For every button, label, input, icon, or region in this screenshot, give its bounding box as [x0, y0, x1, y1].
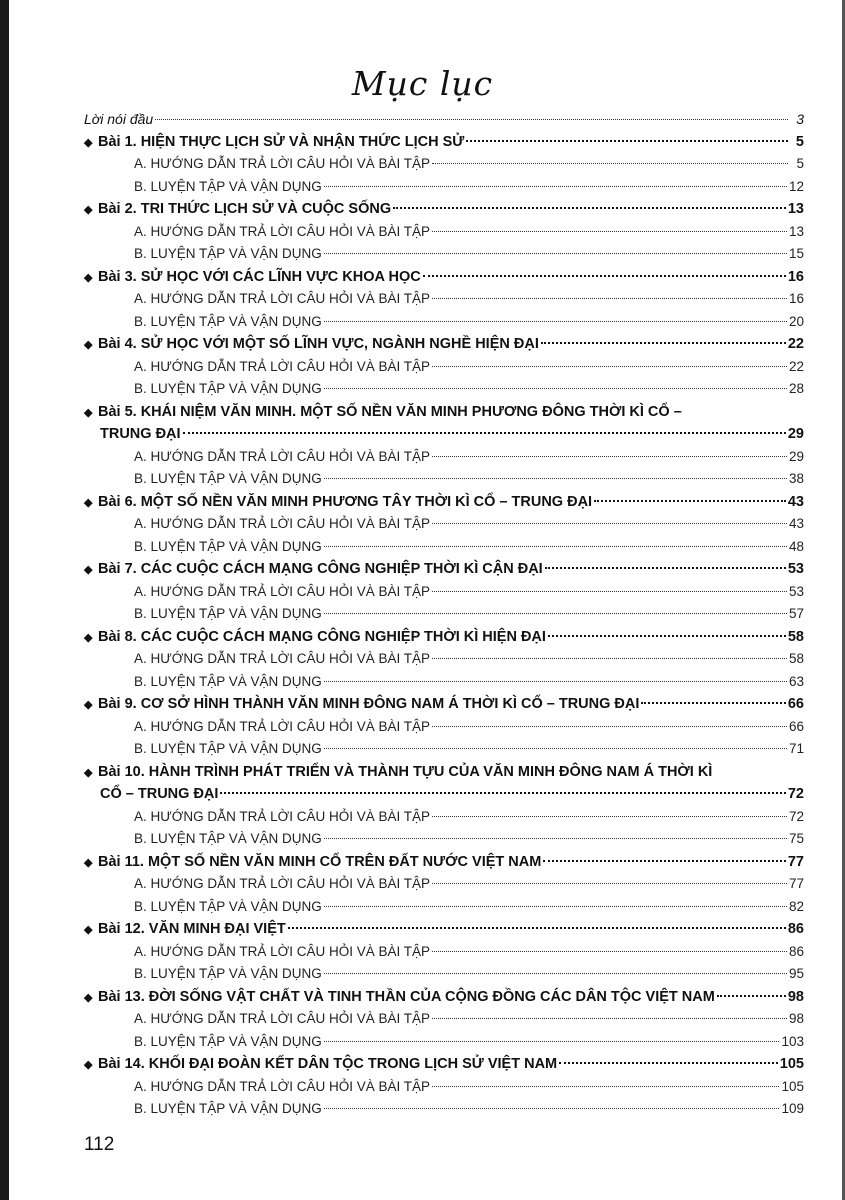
dot-leader — [432, 1018, 787, 1019]
dot-leader — [541, 342, 786, 344]
diamond-bullet-icon: ◆ — [84, 699, 93, 711]
toc-sub-b-label: B. LUYỆN TẬP VÀ VẬN DỤNG — [134, 471, 322, 486]
toc-sub-a-page: 16 — [788, 291, 804, 306]
toc-sub-b-label: B. LUYỆN TẬP VÀ VẬN DỤNG — [134, 741, 322, 756]
toc-lesson-14-row[interactable] — [84, 1053, 804, 1076]
dot-leader — [324, 1041, 780, 1042]
toc-sub-b-page: 38 — [788, 471, 804, 486]
dot-leader — [432, 456, 787, 457]
toc-sub-a-page: 43 — [788, 516, 804, 531]
toc-sub-b-page: 75 — [788, 831, 804, 846]
dot-leader — [717, 995, 786, 997]
toc-lesson-3-title — [84, 266, 421, 290]
toc-lesson-11-page: 77 — [787, 853, 804, 870]
toc-lesson-2-sub-b[interactable] — [84, 243, 804, 266]
toc-lesson-10-sub-a[interactable] — [84, 806, 804, 829]
toc-sub-a-page: 5 — [796, 156, 804, 171]
toc-lesson-6-label: Bài 6. MỘT SỐ NỀN VĂN MINH PHƯƠNG TÂY THỜI KÌ CỔ – TRUNG ĐẠI — [98, 493, 593, 510]
toc-lesson-14-label: Bài 14. KHỐI ĐẠI ĐOÀN KẾT DÂN TỘC TRONG LỊCH SỬ VIỆT NAM — [98, 1056, 558, 1072]
toc-lesson-12-sub-a[interactable] — [84, 941, 804, 964]
toc-sub-b-label: B. LUYỆN TẬP VÀ VẬN DỤNG — [134, 966, 322, 981]
toc-lesson-7-label: Bài 7. CÁC CUỘC CÁCH MẠNG CÔNG NGHIỆP THỜI KÌ CẬN ĐẠI — [98, 561, 543, 577]
diamond-bullet-icon: ◆ — [84, 991, 93, 1004]
toc-lesson-10-sub-b[interactable] — [84, 828, 804, 851]
toc-sub-b-label: B. LUYỆN TẬP VÀ VẬN DỤNG — [134, 898, 322, 914]
toc-lesson-10-page: 72 — [787, 786, 804, 802]
toc-lesson-1-sub-b[interactable] — [84, 176, 804, 199]
dot-leader — [324, 906, 787, 907]
toc-lesson-14-sub-b[interactable] — [84, 1098, 804, 1121]
dot-leader — [324, 186, 787, 187]
toc-lesson-2-page: 13 — [787, 201, 804, 217]
toc-sub-b-page: 28 — [788, 381, 804, 396]
toc-lesson-1-row[interactable] — [84, 131, 804, 154]
toc-lesson-7-page: 53 — [787, 561, 804, 577]
dot-leader — [432, 658, 787, 659]
toc-lesson-12-sub-b[interactable] — [84, 963, 804, 986]
dot-leader — [466, 140, 788, 142]
dot-leader — [324, 321, 787, 322]
dot-leader — [432, 883, 787, 884]
dot-leader — [543, 860, 786, 862]
toc-lesson-9-row[interactable] — [84, 693, 804, 716]
dot-leader — [423, 275, 786, 277]
toc-intro-page: 3 — [796, 111, 804, 127]
toc-sub-b-label: B. LUYỆN TẬP VÀ VẬN DỤNG — [134, 831, 322, 846]
toc-sub-b-page: 103 — [781, 1033, 804, 1049]
toc-lesson-11-title — [84, 851, 541, 875]
toc-sub-a-page: 105 — [781, 1078, 804, 1094]
toc-lesson-8-row[interactable] — [84, 626, 804, 649]
dot-leader — [324, 613, 787, 614]
toc-lesson-13-page: 98 — [787, 988, 804, 1005]
toc-sub-a-page: 29 — [788, 448, 804, 464]
toc-lesson-3-sub-a[interactable] — [84, 288, 804, 311]
toc-lesson-13-sub-a[interactable] — [84, 1008, 804, 1031]
toc-sub-a-label: A. HƯỚNG DẪN TRẢ LỜI CÂU HỎI VÀ BÀI TẬP — [134, 876, 430, 891]
toc-sub-a-label: A. HƯỚNG DẪN TRẢ LỜI CÂU HỎI VÀ BÀI TẬP — [134, 718, 430, 734]
dot-leader — [594, 500, 786, 502]
toc-sub-a-page: 98 — [788, 1011, 804, 1026]
toc-lesson-10-title[interactable] — [84, 761, 804, 784]
toc-intro-row[interactable] — [84, 108, 804, 131]
toc-lesson-13-sub-b[interactable] — [84, 1031, 804, 1054]
toc-sub-b-label: B. LUYỆN TẬP VÀ VẬN DỤNG — [134, 178, 322, 194]
dot-leader — [324, 681, 787, 682]
toc-lesson-5-row[interactable] — [84, 423, 804, 446]
diamond-bullet-icon: ◆ — [84, 271, 93, 284]
diamond-bullet-icon: ◆ — [84, 406, 93, 419]
dot-leader — [324, 478, 787, 479]
toc-lesson-8-title — [84, 626, 546, 650]
toc-lesson-6-title — [84, 491, 592, 515]
toc-lesson-5-label-cont: TRUNG ĐẠI — [100, 426, 181, 442]
toc-lesson-6-sub-b[interactable] — [84, 536, 804, 559]
dot-leader — [641, 702, 785, 704]
dot-leader — [545, 567, 786, 569]
toc-lesson-2-title — [84, 198, 391, 222]
toc-lesson-4-label: Bài 4. SỬ HỌC VỚI MỘT SỐ LĨNH VỰC, NGÀNH NGHỀ HIỆN ĐẠI — [98, 336, 539, 352]
toc-sub-a-page: 58 — [788, 651, 804, 666]
toc-lesson-6-row[interactable] — [84, 491, 804, 514]
toc-lesson-1-title — [84, 131, 464, 155]
dot-leader — [324, 973, 787, 974]
toc-sub-b-label: B. LUYỆN TẬP VÀ VẬN DỤNG — [134, 538, 322, 554]
toc-sub-a-label: A. HƯỚNG DẪN TRẢ LỜI CÂU HỎI VÀ BÀI TẬP — [134, 516, 430, 531]
toc-lesson-12-label: Bài 12. VĂN MINH ĐẠI VIỆT — [98, 921, 286, 937]
toc-lesson-9-sub-a[interactable] — [84, 716, 804, 739]
diamond-bullet-icon: ◆ — [84, 564, 93, 576]
toc-lesson-3-sub-b[interactable] — [84, 311, 804, 334]
toc-sub-a-label: A. HƯỚNG DẪN TRẢ LỜI CÂU HỎI VÀ BÀI TẬP — [134, 358, 430, 374]
toc-sub-a-page: 22 — [788, 358, 804, 374]
toc-lesson-4-title — [84, 333, 539, 357]
toc-sub-a-page: 72 — [788, 808, 804, 824]
dot-leader — [432, 951, 787, 952]
toc-lesson-14-sub-a[interactable] — [84, 1076, 804, 1099]
dot-leader — [183, 432, 786, 434]
toc-lesson-1-sub-a[interactable] — [84, 153, 804, 176]
toc-lesson-5-label: Bài 5. KHÁI NIỆM VĂN MINH. MỘT SỐ NỀN VĂN MINH PHƯƠNG ĐÔNG THỜI KÌ CỔ – — [98, 403, 682, 420]
toc-lesson-13-label: Bài 13. ĐỜI SỐNG VẬT CHẤT VÀ TINH THẦN CỦA CỘNG ĐỒNG CÁC DÂN TỘC VIỆT NAM — [98, 988, 715, 1005]
toc-lesson-8-sub-a[interactable] — [84, 648, 804, 671]
toc-lesson-1-page: 5 — [795, 133, 804, 150]
toc-sub-b-page: 71 — [788, 741, 804, 756]
toc-lesson-11-sub-b[interactable] — [84, 896, 804, 919]
toc-lesson-14-title — [84, 1053, 557, 1077]
toc-sub-b-page: 48 — [788, 538, 804, 554]
dot-leader — [324, 838, 787, 839]
toc-sub-a-page: 86 — [788, 943, 804, 959]
page-title: Mục lục — [351, 64, 494, 103]
toc-lesson-10-label: Bài 10. HÀNH TRÌNH PHÁT TRIỂN VÀ THÀNH TỰU CỦA VĂN MINH ĐÔNG NAM Á THỜI KÌ — [98, 763, 713, 780]
toc-lesson-11-label: Bài 11. MỘT SỐ NỀN VĂN MINH CỔ TRÊN ĐẤT NƯỚC VIỆT NAM — [98, 853, 542, 870]
toc-sub-b-label: B. LUYỆN TẬP VÀ VẬN DỤNG — [134, 606, 322, 621]
toc-sub-a-label: A. HƯỚNG DẪN TRẢ LỜI CÂU HỎI VÀ BÀI TẬP — [134, 223, 430, 239]
toc-lesson-8-label: Bài 8. CÁC CUỘC CÁCH MẠNG CÔNG NGHIỆP THỜI KÌ HIỆN ĐẠI — [98, 628, 546, 645]
diamond-bullet-icon: ◆ — [84, 766, 93, 779]
toc-intro-label: Lời nói đầu — [84, 111, 154, 127]
toc-lesson-5-title[interactable] — [84, 401, 804, 424]
toc-lesson-4-row[interactable] — [84, 333, 804, 356]
diamond-bullet-icon: ◆ — [84, 204, 93, 216]
toc-lesson-7-title — [84, 558, 543, 582]
toc-lesson-7-row[interactable] — [84, 558, 804, 581]
toc-lesson-5-sub-b[interactable] — [84, 468, 804, 491]
toc-sub-b-page: 109 — [781, 1101, 804, 1116]
dot-leader — [432, 591, 787, 592]
toc-lesson-10-label-cont: CỔ – TRUNG ĐẠI — [100, 786, 219, 802]
dot-leader — [432, 163, 788, 164]
toc-sub-b-page: 57 — [788, 606, 804, 621]
toc-sub-b-label: B. LUYỆN TẬP VÀ VẬN DỤNG — [134, 1033, 322, 1049]
diamond-bullet-icon: ◆ — [84, 631, 93, 644]
toc-sub-a-label: A. HƯỚNG DẪN TRẢ LỜI CÂU HỎI VÀ BÀI TẬP — [134, 156, 430, 171]
dot-leader — [432, 523, 787, 524]
toc-lesson-2-row[interactable] — [84, 198, 804, 221]
dot-leader — [432, 1086, 779, 1087]
diamond-bullet-icon: ◆ — [84, 496, 93, 509]
dot-leader — [432, 231, 787, 232]
toc-sub-a-page: 13 — [788, 223, 804, 239]
toc-lesson-3-label: Bài 3. SỬ HỌC VỚI CÁC LĨNH VỰC KHOA HỌC — [98, 268, 421, 285]
scan-edge-left — [0, 0, 9, 1200]
page-number: 112 — [84, 1134, 115, 1155]
diamond-bullet-icon: ◆ — [84, 339, 93, 351]
toc-sub-b-label: B. LUYỆN TẬP VÀ VẬN DỤNG — [134, 246, 322, 261]
table-of-contents — [84, 108, 804, 1121]
toc-sub-b-label: B. LUYỆN TẬP VÀ VẬN DỤNG — [134, 381, 322, 396]
toc-sub-a-label: A. HƯỚNG DẪN TRẢ LỜI CÂU HỎI VÀ BÀI TẬP — [134, 583, 430, 599]
toc-lesson-12-title — [84, 918, 286, 942]
dot-leader — [559, 1062, 778, 1064]
toc-lesson-6-sub-a[interactable] — [84, 513, 804, 536]
diamond-bullet-icon: ◆ — [84, 924, 93, 936]
toc-sub-a-label: A. HƯỚNG DẪN TRẢ LỜI CÂU HỎI VÀ BÀI TẬP — [134, 448, 430, 464]
toc-lesson-9-sub-b[interactable] — [84, 738, 804, 761]
dot-leader — [324, 253, 787, 254]
toc-sub-a-label: A. HƯỚNG DẪN TRẢ LỜI CÂU HỎI VÀ BÀI TẬP — [134, 1011, 430, 1026]
dot-leader — [324, 388, 787, 389]
toc-sub-b-page: 15 — [788, 246, 804, 261]
dot-leader — [548, 635, 786, 637]
toc-sub-b-page: 63 — [788, 673, 804, 689]
toc-lesson-2-label: Bài 2. TRI THỨC LỊCH SỬ VÀ CUỘC SỐNG — [98, 201, 392, 217]
toc-sub-b-page: 12 — [788, 178, 804, 194]
dot-leader — [220, 792, 785, 794]
dot-leader — [155, 119, 788, 120]
toc-lesson-13-title — [84, 986, 715, 1010]
toc-lesson-9-page: 66 — [787, 696, 804, 712]
dot-leader — [432, 816, 787, 817]
toc-sub-b-label: B. LUYỆN TẬP VÀ VẬN DỤNG — [134, 313, 322, 329]
toc-sub-a-label: A. HƯỚNG DẪN TRẢ LỜI CÂU HỎI VÀ BÀI TẬP — [134, 651, 430, 666]
toc-sub-a-label: A. HƯỚNG DẪN TRẢ LỜI CÂU HỎI VÀ BÀI TẬP — [134, 808, 430, 824]
toc-lesson-14-page: 105 — [779, 1056, 804, 1072]
toc-lesson-13-row[interactable] — [84, 986, 804, 1009]
toc-lesson-4-page: 22 — [787, 336, 804, 352]
toc-lesson-6-page: 43 — [787, 493, 804, 510]
toc-lesson-2-sub-a[interactable] — [84, 221, 804, 244]
toc-lesson-9-title — [84, 693, 639, 717]
toc-sub-a-page: 53 — [788, 583, 804, 599]
dot-leader — [288, 927, 786, 929]
toc-lesson-7-sub-a[interactable] — [84, 581, 804, 604]
toc-sub-a-label: A. HƯỚNG DẪN TRẢ LỜI CÂU HỎI VÀ BÀI TẬP — [134, 1078, 430, 1094]
dot-leader — [393, 207, 786, 209]
toc-sub-a-page: 66 — [788, 718, 804, 734]
toc-sub-b-page: 20 — [788, 313, 804, 329]
toc-sub-b-page: 82 — [788, 898, 804, 914]
diamond-bullet-icon: ◆ — [84, 856, 93, 869]
toc-lesson-7-sub-b[interactable] — [84, 603, 804, 626]
dot-leader — [432, 366, 787, 367]
toc-lesson-11-sub-a[interactable] — [84, 873, 804, 896]
toc-lesson-4-sub-b[interactable] — [84, 378, 804, 401]
toc-sub-a-label: A. HƯỚNG DẪN TRẢ LỜI CÂU HỎI VÀ BÀI TẬP — [134, 291, 430, 306]
toc-lesson-4-sub-a[interactable] — [84, 356, 804, 379]
dot-leader — [432, 298, 787, 299]
dot-leader — [324, 1108, 780, 1109]
toc-lesson-8-sub-b[interactable] — [84, 671, 804, 694]
toc-lesson-3-row[interactable] — [84, 266, 804, 289]
toc-sub-b-page: 95 — [788, 966, 804, 981]
toc-lesson-8-page: 58 — [787, 628, 804, 645]
diamond-bullet-icon: ◆ — [84, 136, 93, 149]
dot-leader — [324, 748, 787, 749]
toc-lesson-12-page: 86 — [787, 921, 804, 937]
dot-leader — [432, 726, 787, 727]
toc-lesson-5-page: 29 — [787, 426, 804, 442]
toc-lesson-12-row[interactable] — [84, 918, 804, 941]
toc-sub-b-label: B. LUYỆN TẬP VÀ VẬN DỤNG — [134, 1101, 322, 1116]
toc-sub-a-page: 77 — [788, 876, 804, 891]
toc-lesson-9-label: Bài 9. CƠ SỞ HÌNH THÀNH VĂN MINH ĐÔNG NAM Á THỜI KÌ CỔ – TRUNG ĐẠI — [98, 696, 640, 712]
toc-lesson-1-label: Bài 1. HIỆN THỰC LỊCH SỬ VÀ NHẬN THỨC LỊCH SỬ — [98, 133, 465, 150]
toc-lesson-10-row[interactable] — [84, 783, 804, 806]
toc-lesson-11-row[interactable] — [84, 851, 804, 874]
toc-sub-b-label: B. LUYỆN TẬP VÀ VẬN DỤNG — [134, 673, 322, 689]
toc-sub-a-label: A. HƯỚNG DẪN TRẢ LỜI CÂU HỎI VÀ BÀI TẬP — [134, 943, 430, 959]
toc-lesson-5-sub-a[interactable] — [84, 446, 804, 469]
dot-leader — [324, 546, 787, 547]
toc-lesson-3-page: 16 — [787, 268, 804, 285]
diamond-bullet-icon: ◆ — [84, 1059, 93, 1071]
